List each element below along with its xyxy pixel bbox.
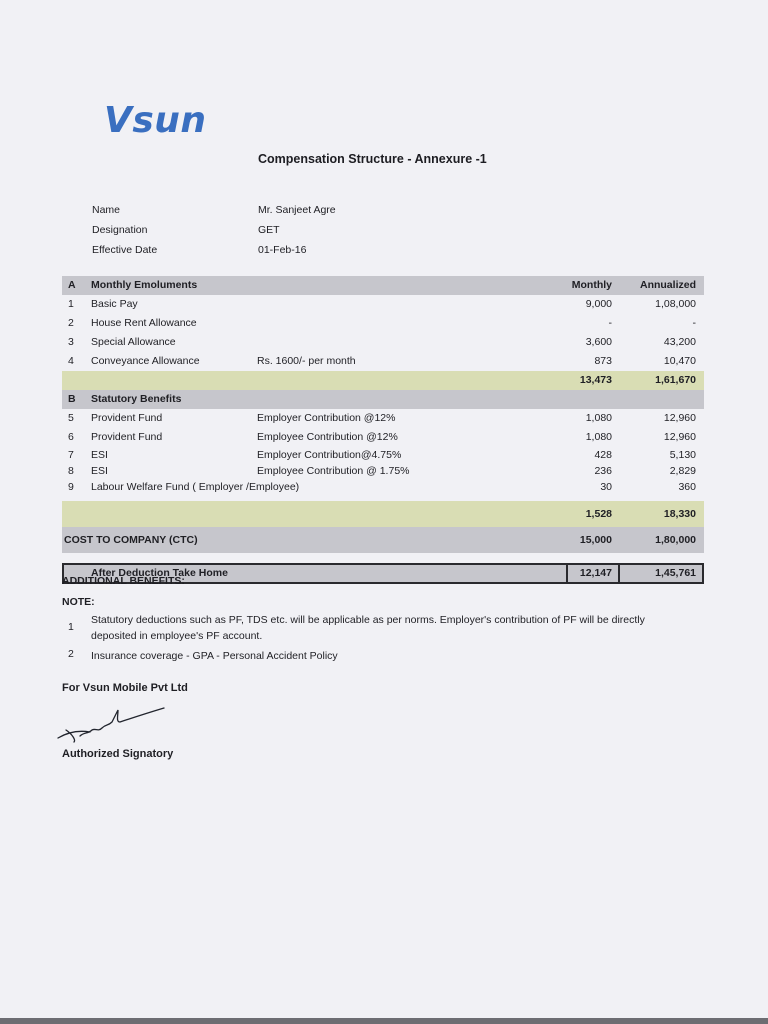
row-gap	[62, 553, 704, 563]
cell-divider	[618, 565, 620, 582]
row-note: Employee Contribution @12%	[257, 431, 398, 443]
name-value: Mr. Sanjeet Agre	[258, 204, 336, 216]
table-row	[62, 333, 704, 352]
employee-info	[92, 200, 492, 260]
row-monthly: 1,080	[585, 412, 612, 424]
table-row	[62, 352, 704, 371]
section-title: Statutory Benefits	[91, 393, 182, 405]
row-number: 4	[68, 355, 74, 367]
designation-row	[92, 220, 492, 240]
note-number: 1	[68, 621, 74, 633]
row-monthly: 873	[594, 355, 612, 367]
row-annual: 2,829	[669, 465, 696, 477]
effective-date-value: 01-Feb-16	[258, 244, 307, 256]
subtotal-annual: 1,61,670	[655, 374, 696, 386]
for-company-label: For Vsun Mobile Pvt Ltd	[62, 682, 188, 694]
effective-date-row	[92, 240, 492, 260]
name-row	[92, 200, 492, 220]
effective-date-label: Effective Date	[92, 244, 158, 256]
table-row	[62, 295, 704, 314]
ctc-row	[62, 527, 704, 553]
name-label: Name	[92, 204, 121, 216]
note-text: Insurance coverage - GPA - Personal Accident Policy	[91, 650, 338, 662]
ctc-annual: 1,80,000	[655, 534, 696, 546]
row-number: 2	[68, 317, 74, 329]
table-row	[62, 463, 704, 479]
take-home-monthly: 12,147	[579, 567, 612, 579]
section-b-header	[62, 390, 704, 409]
row-monthly: 1,080	[585, 431, 612, 443]
row-annual: -	[692, 317, 696, 329]
section-letter: A	[68, 279, 76, 291]
section-title: Monthly Emoluments	[91, 279, 198, 291]
row-number: 9	[68, 481, 74, 493]
row-monthly: 30	[600, 481, 612, 493]
table-row	[62, 428, 704, 447]
row-number: 7	[68, 449, 74, 461]
row-monthly: 428	[594, 449, 612, 461]
monthly-header: Monthly	[571, 279, 612, 291]
compensation-table	[62, 276, 704, 584]
subtotal-monthly: 13,473	[579, 374, 612, 386]
row-note: Employer Contribution@4.75%	[257, 449, 402, 461]
row-label: Conveyance Allowance	[91, 355, 200, 367]
ctc-monthly: 15,000	[579, 534, 612, 546]
row-annual: 1,08,000	[655, 298, 696, 310]
scan-edge	[0, 1018, 768, 1024]
row-label: Provident Fund	[91, 412, 163, 424]
row-note: Employee Contribution @ 1.75%	[257, 465, 410, 477]
row-monthly: 9,000	[585, 298, 612, 310]
row-note: Rs. 1600/- per month	[257, 355, 356, 367]
additional-benefits-heading: ADDITIONAL BENEFITS:	[62, 575, 185, 587]
row-annual: 43,200	[663, 336, 696, 348]
row-label: Basic Pay	[91, 298, 138, 310]
row-label: Special Allowance	[91, 336, 176, 348]
take-home-label: After Deduction Take Home	[91, 567, 228, 579]
row-annual: 5,130	[669, 449, 696, 461]
row-note: Employer Contribution @12%	[257, 412, 396, 424]
row-number: 8	[68, 465, 74, 477]
designation-value: GET	[258, 224, 280, 236]
row-annual: 360	[678, 481, 696, 493]
row-monthly: 3,600	[585, 336, 612, 348]
section-a-subtotal	[62, 371, 704, 390]
row-annual: 12,960	[663, 412, 696, 424]
row-label: ESI	[91, 465, 108, 477]
subtotal-annual: 18,330	[663, 508, 696, 520]
row-number: 6	[68, 431, 74, 443]
row-number: 1	[68, 298, 74, 310]
note-item	[62, 612, 682, 646]
table-row	[62, 447, 704, 463]
section-b-subtotal	[62, 501, 704, 527]
subtotal-monthly: 1,528	[585, 508, 612, 520]
note-number: 2	[68, 648, 74, 660]
row-annual: 12,960	[663, 431, 696, 443]
note-item	[62, 648, 682, 664]
table-row	[62, 409, 704, 428]
take-home-annual: 1,45,761	[655, 567, 696, 579]
row-label: House Rent Allowance	[91, 317, 197, 329]
row-number: 5	[68, 412, 74, 424]
row-monthly: -	[608, 317, 612, 329]
designation-label: Designation	[92, 224, 148, 236]
ctc-label: COST TO COMPANY (CTC)	[64, 534, 198, 546]
section-letter: B	[68, 393, 76, 405]
signature-image	[54, 700, 174, 749]
row-annual: 10,470	[663, 355, 696, 367]
table-row	[62, 479, 704, 495]
annualized-header: Annualized	[639, 279, 696, 291]
note-text: Statutory deductions such as PF, TDS etc. will be applicable as per norms. Employer's contribution of PF will be directly deposited in employee's PF account.	[91, 614, 645, 642]
cell-divider	[566, 565, 568, 582]
row-label: Provident Fund	[91, 431, 163, 443]
row-monthly: 236	[594, 465, 612, 477]
authorized-signatory-label: Authorized Signatory	[62, 748, 174, 760]
row-label: ESI	[91, 449, 108, 461]
row-label: Labour Welfare Fund ( Employer /Employee)	[91, 481, 300, 493]
note-heading: NOTE:	[62, 596, 95, 608]
company-logo: Vsun	[104, 100, 207, 141]
table-row	[62, 314, 704, 333]
section-a-header	[62, 276, 704, 295]
document-title: Compensation Structure - Annexure -1	[258, 152, 487, 166]
row-number: 3	[68, 336, 74, 348]
